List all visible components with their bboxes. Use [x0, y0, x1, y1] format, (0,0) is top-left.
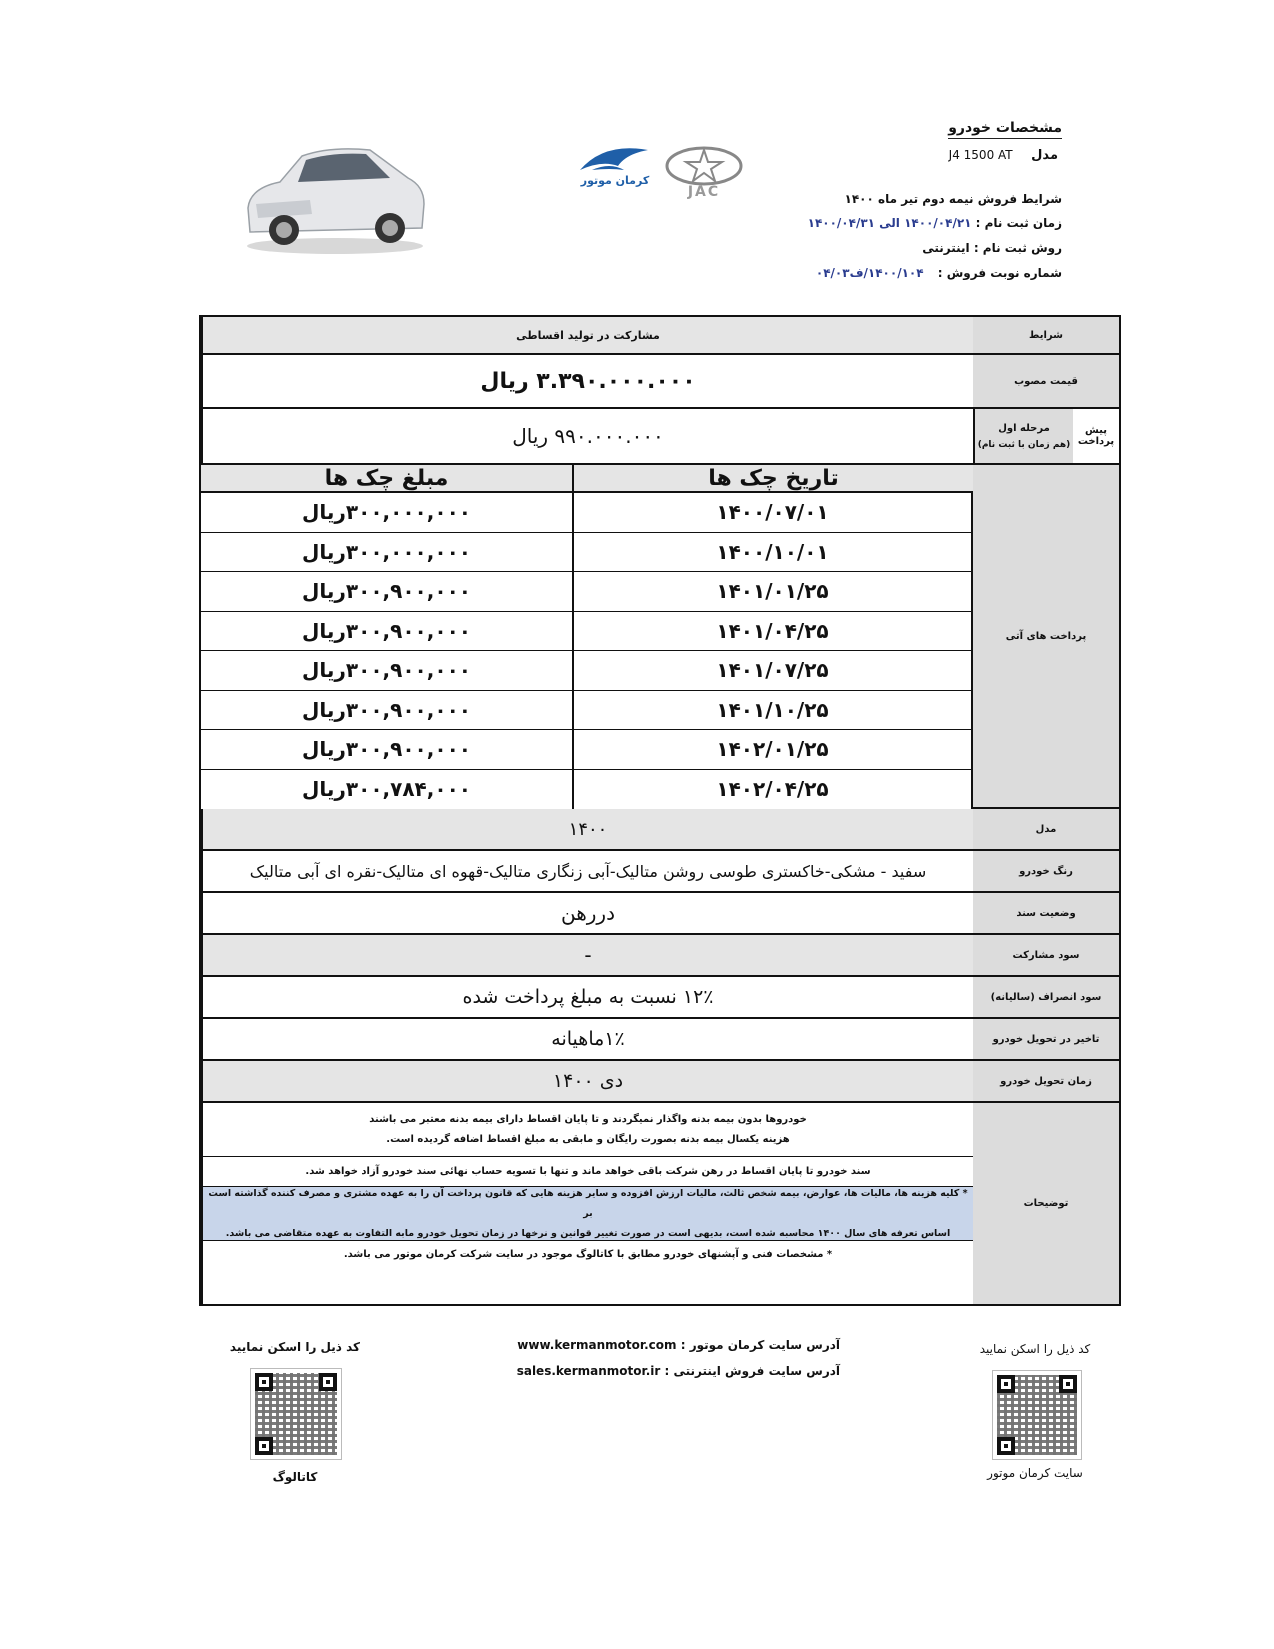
- sale-conditions: شرایط فروش نیمه دوم تیر ماه ۱۴۰۰: [844, 192, 1062, 206]
- note-insurance: [201, 1103, 973, 1157]
- reg-time: [808, 216, 1062, 230]
- car-image: [240, 138, 430, 258]
- sales-address: [516, 1364, 840, 1378]
- stage1-label: مرحله اول: [998, 422, 1050, 434]
- stage1-cell: [973, 409, 1073, 465]
- note-document: سند خودرو تا پایان اقساط در رهن شرکت باقی خواهد ماند و تنها با تسویه حساب نهائی سند خودرو آزاد خواهد شد.: [201, 1157, 973, 1187]
- check-amount: ۳۰۰,۹۰۰,۰۰۰ریال: [302, 658, 471, 683]
- check-amount: ۳۰۰,۹۰۰,۰۰۰ریال: [302, 697, 471, 722]
- site-url[interactable]: www.kermanmotor.com: [517, 1338, 677, 1352]
- note-costs-line1: * کلیه هزینه ها، مالیات ها، عوارض، بیمه شخص ثالث، مالیات ارزش افزوده و سایر هزینه هایی که قانون پرداخت آن را به عهده مشتری و مصرف کننده گذاشته است بر: [208, 1187, 968, 1219]
- check-row: [201, 572, 971, 612]
- reg-method: روش ثبت نام : اینترنتی: [922, 241, 1062, 255]
- check-row: [201, 651, 971, 691]
- doc-status-value: دررهن: [201, 893, 973, 935]
- spec-title: مشخصات خودرو: [948, 120, 1062, 139]
- site-address-label: آدرس سایت کرمان موتور :: [680, 1338, 840, 1352]
- check-row: [201, 493, 971, 533]
- catalog-caption: کاتالوگ: [272, 1470, 318, 1484]
- sales-address-label: آدرس سایت فروش اینترنتی :: [664, 1364, 840, 1378]
- scan-left-label: کد ذیل را اسکن نمایید: [229, 1340, 360, 1354]
- color-value: سفید - مشکی-خاکستری طوسی روشن متالیک-آبی زنگاری متالیک-قهوه ای متالیک-نقره ای آبی متالیک: [201, 851, 973, 893]
- stage1-sub: (هم زمان با ثبت نام): [977, 439, 1071, 450]
- model-label: مدل: [1031, 148, 1058, 163]
- cancel-label: سود انصراف (سالیانه): [973, 977, 1119, 1019]
- sale-number: [816, 266, 1062, 280]
- price-value: ۳.۳۹۰.۰۰۰.۰۰۰ ریال: [201, 355, 973, 409]
- check-amount: ۳۰۰,۹۰۰,۰۰۰ریال: [302, 579, 471, 604]
- model-line: [949, 148, 1058, 163]
- check-date: ۱۴۰۱/۰۱/۲۵: [572, 572, 971, 611]
- site-address: [517, 1338, 840, 1352]
- catalog-qr-code[interactable]: [250, 1368, 342, 1460]
- check-date: ۱۴۰۰/۱۰/۰۱: [572, 533, 971, 572]
- note-insurance-line1: خودروها بدون بیمه بدنه واگذار نمیگردند و تا پایان اقساط دارای بیمه بدنه معتبر می باشند: [369, 1113, 807, 1125]
- check-row: [201, 730, 971, 770]
- sale-number-label: شماره نوبت فروش :: [937, 266, 1062, 280]
- check-amount: ۳۰۰,۰۰۰,۰۰۰ریال: [302, 500, 471, 525]
- delivery-label: زمان تحویل خودرو: [973, 1061, 1119, 1103]
- check-amount: ۳۰۰,۷۸۴,۰۰۰ریال: [302, 777, 471, 802]
- jac-logo: [664, 146, 744, 202]
- future-payments-label: پرداخت های آتی: [973, 465, 1119, 809]
- check-rows: [201, 493, 973, 809]
- check-amount: ۳۰۰,۹۰۰,۰۰۰ریال: [302, 618, 471, 643]
- kerman-brand-text: کرمان موتور: [580, 174, 650, 187]
- sales-url[interactable]: sales.kermanmotor.ir: [516, 1364, 661, 1378]
- prepay-value: ۹۹۰.۰۰۰.۰۰۰ ریال: [201, 409, 973, 465]
- model-year-value: ۱۴۰۰: [201, 809, 973, 851]
- delay-value: ۱٪ماهیانه: [201, 1019, 973, 1061]
- doc-status-label: وضعیت سند: [973, 893, 1119, 935]
- check-date: ۱۴۰۲/۰۱/۲۵: [572, 730, 971, 769]
- check-row: [201, 533, 971, 573]
- delivery-value: دی ۱۴۰۰: [201, 1061, 973, 1103]
- website-caption: سایت کرمان موتور: [987, 1466, 1083, 1480]
- note-costs-line2: اساس تعرفه های سال ۱۴۰۰ محاسبه شده است، بدیهی است در صورت تغییر قوانین و نرخها در زمان تحویل خودرو مابه التفاوت به عهده متقاضی می باشد.: [225, 1227, 951, 1239]
- prepay-label: پیش پرداخت: [1073, 409, 1119, 465]
- reg-time-value: ۱۴۰۰/۰۴/۲۱ الی ۱۴۰۰/۰۴/۳۱: [807, 216, 972, 230]
- price-label: قیمت مصوب: [973, 355, 1119, 409]
- reg-time-label: زمان ثبت نام :: [975, 216, 1062, 230]
- sales-conditions-table: [199, 315, 1121, 1306]
- profit-value: -: [201, 935, 973, 977]
- note-specs: * مشخصات فنی و آپشنهای خودرو مطابق با کاتالوگ موجود در سایت شرکت کرمان موتور می باشد.: [201, 1241, 973, 1304]
- delay-label: تاخیر در تحویل خودرو: [973, 1019, 1119, 1061]
- check-date: ۱۴۰۲/۰۴/۲۵: [572, 770, 971, 810]
- check-date-header: تاریخ چک ها: [572, 465, 973, 493]
- model-year-label: مدل: [973, 809, 1119, 851]
- check-row: [201, 612, 971, 652]
- check-date: ۱۴۰۱/۱۰/۲۵: [572, 691, 971, 730]
- color-label: رنگ خودرو: [973, 851, 1119, 893]
- check-row: [201, 691, 971, 731]
- note-costs: [201, 1187, 973, 1241]
- website-qr-code[interactable]: [992, 1370, 1082, 1460]
- notes-label: توضیحات: [973, 1103, 1119, 1304]
- check-row: [201, 770, 971, 810]
- jac-brand-text: JAC: [687, 184, 721, 200]
- check-amount: ۳۰۰,۹۰۰,۰۰۰ریال: [302, 737, 471, 762]
- conditions-label: شرایط: [973, 317, 1119, 355]
- profit-label: سود مشارکت: [973, 935, 1119, 977]
- conditions-value: مشارکت در تولید اقساطی: [201, 317, 973, 355]
- check-date: ۱۴۰۰/۰۷/۰۱: [572, 493, 971, 532]
- scan-right-label: کد ذیل را اسکن نمایید: [979, 1342, 1091, 1356]
- kerman-motor-logo: [574, 140, 656, 196]
- model-value: J4 1500 AT: [948, 148, 1013, 162]
- check-date: ۱۴۰۱/۰۷/۲۵: [572, 651, 971, 690]
- check-amount: ۳۰۰,۰۰۰,۰۰۰ریال: [302, 539, 471, 564]
- cancel-value: ۱۲٪ نسبت به مبلغ پرداخت شده: [201, 977, 973, 1019]
- sale-number-value: ۱۴۰۰/۱۰۴/ف۰۴/۰۳: [815, 266, 924, 280]
- check-amount-header: مبلغ چک ها: [201, 465, 572, 493]
- check-date: ۱۴۰۱/۰۴/۲۵: [572, 612, 971, 651]
- note-insurance-line2: هزینه یکسال بیمه بدنه بصورت رایگان و مابقی به مبلغ اقساط اضافه گردیده است.: [386, 1133, 790, 1145]
